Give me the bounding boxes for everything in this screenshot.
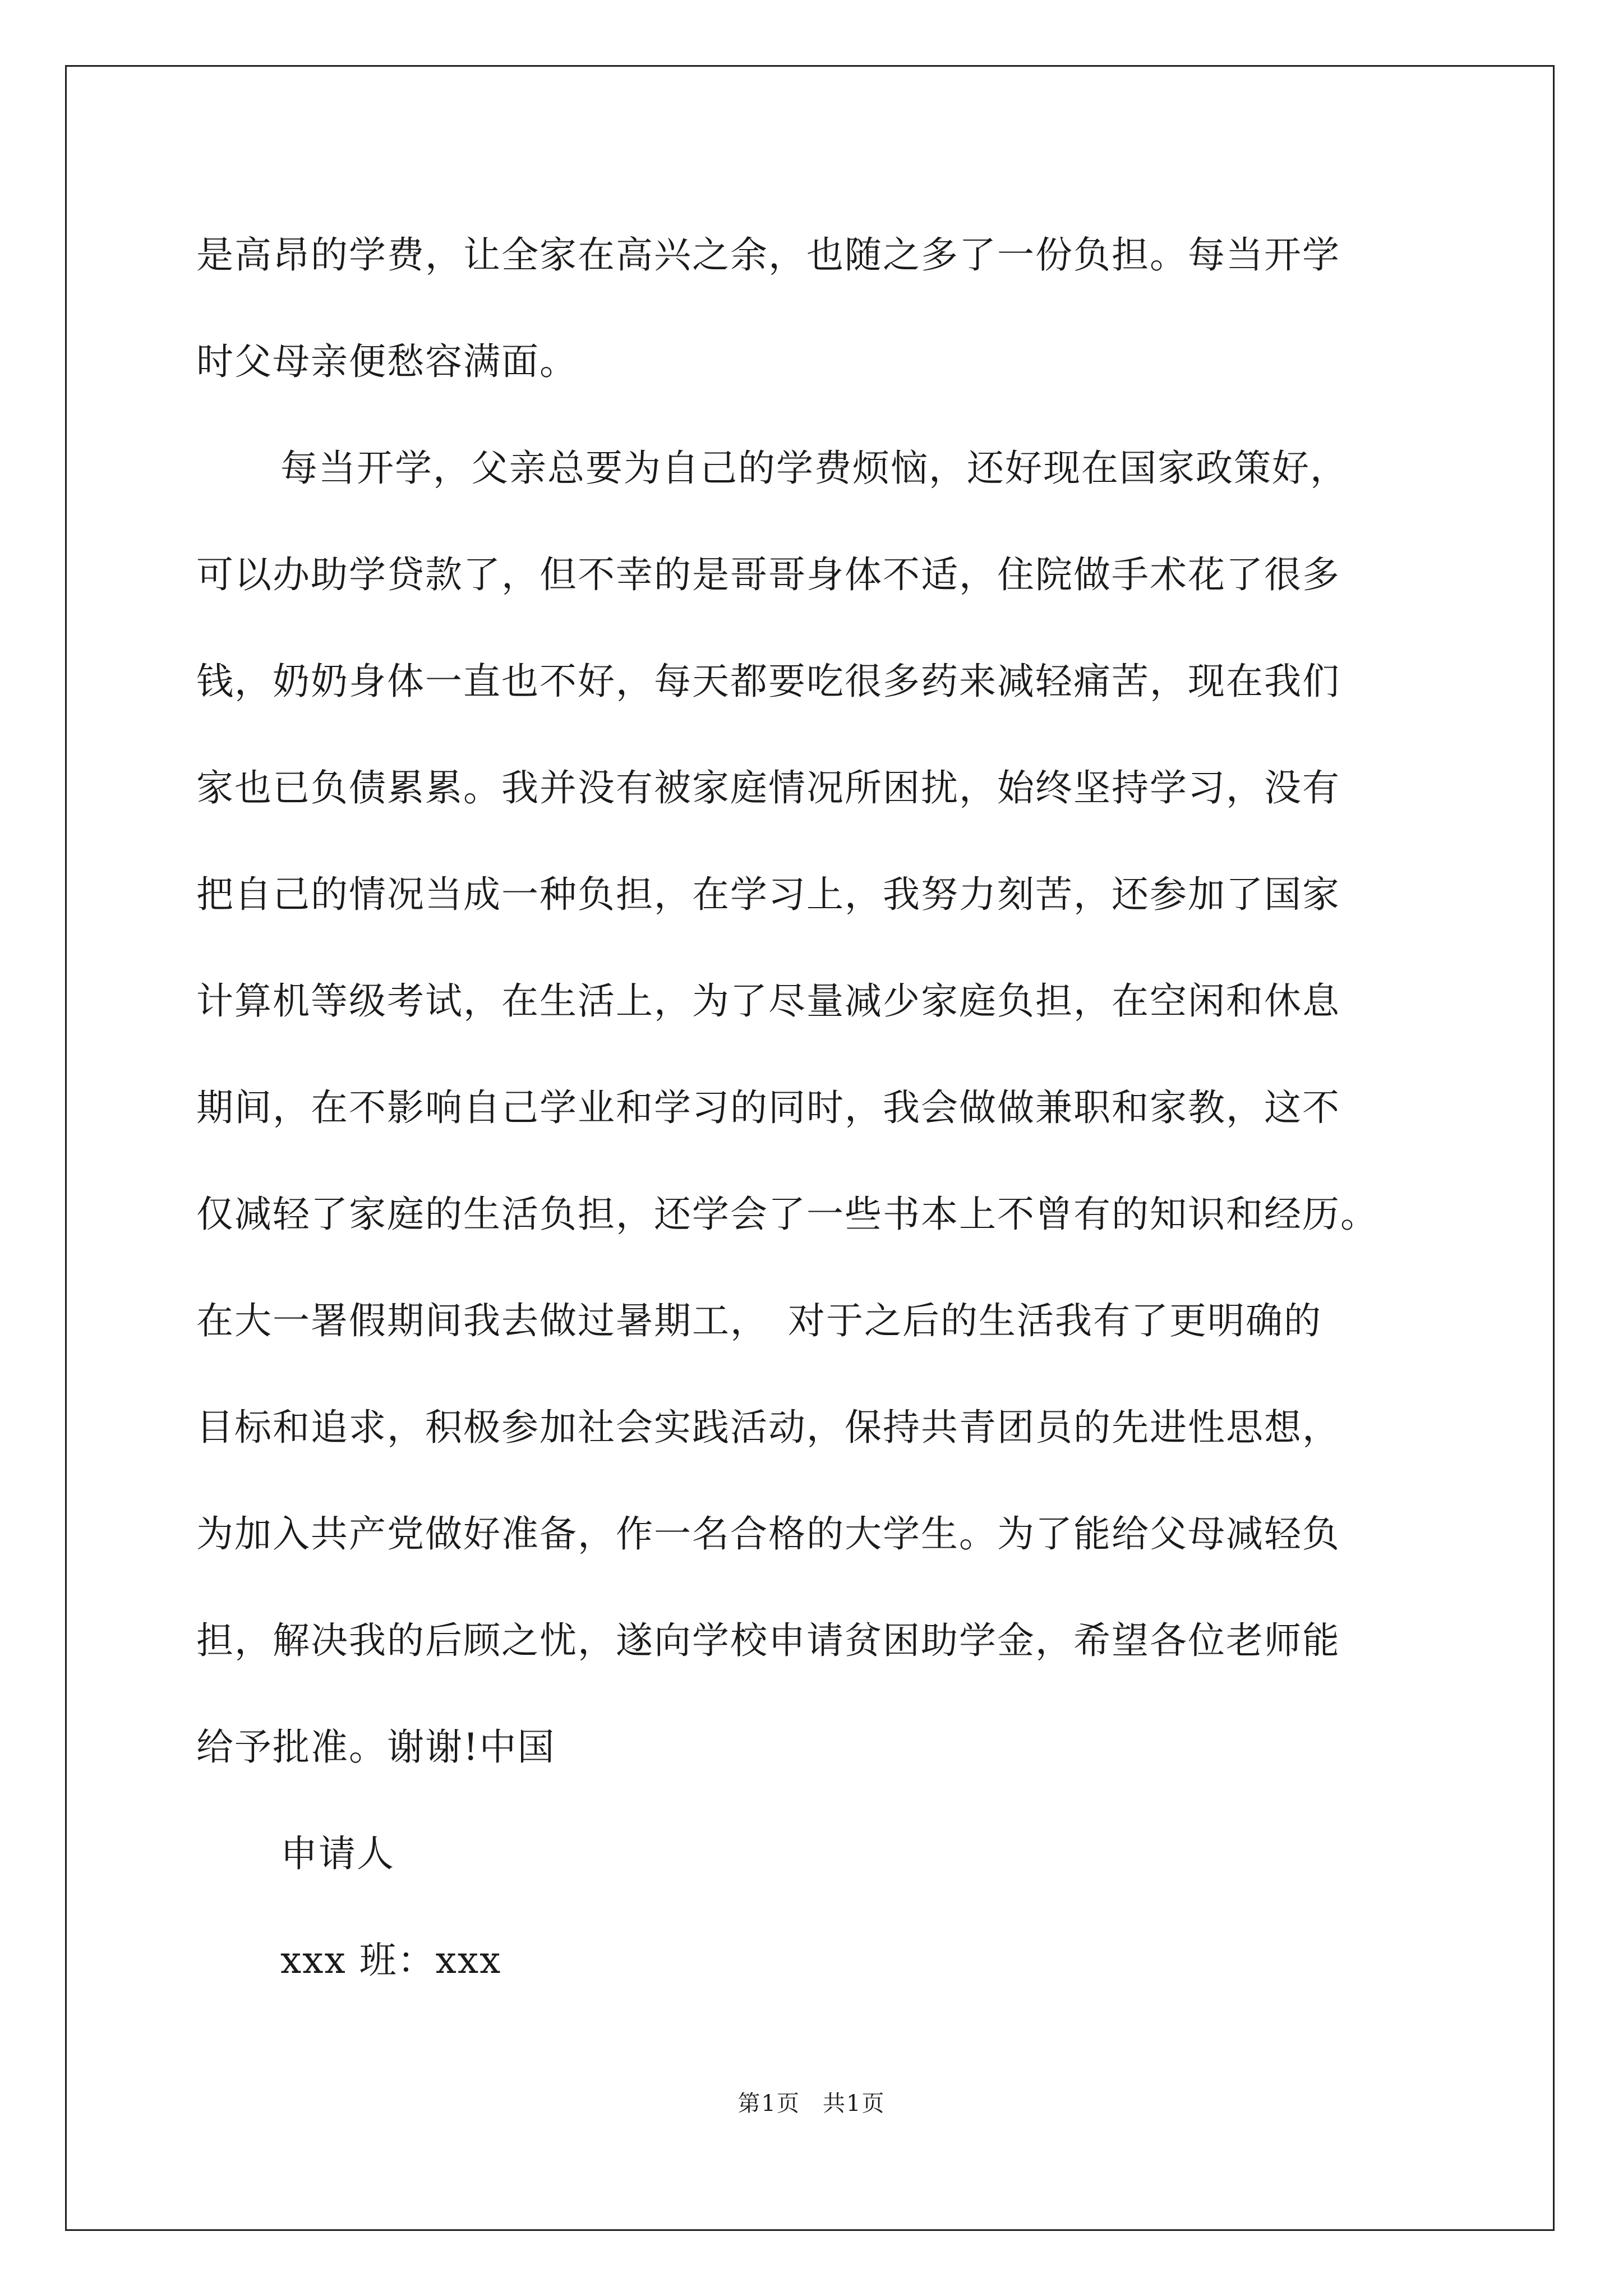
applicant-label: 申请人 (280, 1832, 395, 1875)
text-line: 给予批准。谢谢!中国 (196, 1726, 556, 1769)
text-line: 可以办助学贷款了，但不幸的是哥哥身体不适，住院做手术花了很多 (196, 553, 1340, 596)
page-number-current: 第1页 (737, 2091, 800, 2116)
text-line: 时父母亲便愁容满面。 (196, 340, 578, 383)
text-line: 钱，奶奶身体一直也不好，每天都要吃很多药来减轻痛苦，现在我们 (196, 660, 1340, 703)
applicant-class-name: xxx 班：xxx (280, 1939, 502, 1982)
paragraph-start-line: 每当开学，父亲总要为自己的学费烦恼，还好现在国家政策好， (280, 447, 1348, 490)
document-body (196, 202, 1436, 2014)
text-line: 期间，在不影响自己学业和学习的同时，我会做做兼职和家教，这不 (196, 1086, 1340, 1129)
page-number-total: 共1页 (823, 2091, 886, 2116)
text-line: 担，解决我的后顾之忧，遂向学校申请贫困助学金，希望各位老师能 (196, 1619, 1340, 1662)
text-line: 仅减轻了家庭的生活负担，还学会了一些书本上不曾有的知识和经历。 (196, 1193, 1378, 1236)
text-line: 是高昂的学费，让全家在高兴之余，也随之多了一份负担。每当开学 (196, 233, 1340, 277)
text-line: 把自己的情况当成一种负担，在学习上，我努力刻苦，还参加了国家 (196, 873, 1340, 916)
text-line: 目标和追求，积极参加社会实践活动，保持共青团员的先进性思想， (196, 1406, 1340, 1449)
text-line: 为加入共产党做好准备，作一名合格的大学生。为了能给父母减轻负 (196, 1512, 1340, 1556)
text-line: 计算机等级考试，在生活上，为了尽量减少家庭负担，在空闲和休息 (196, 979, 1340, 1023)
page-footer (0, 2086, 1623, 2118)
text-line: 家也已负债累累。我并没有被家庭情况所困扰，始终坚持学习，没有 (196, 766, 1340, 809)
text-line: 在大一署假期间我去做过暑期工， 对于之后的生活我有了更明确的 (196, 1299, 1322, 1342)
